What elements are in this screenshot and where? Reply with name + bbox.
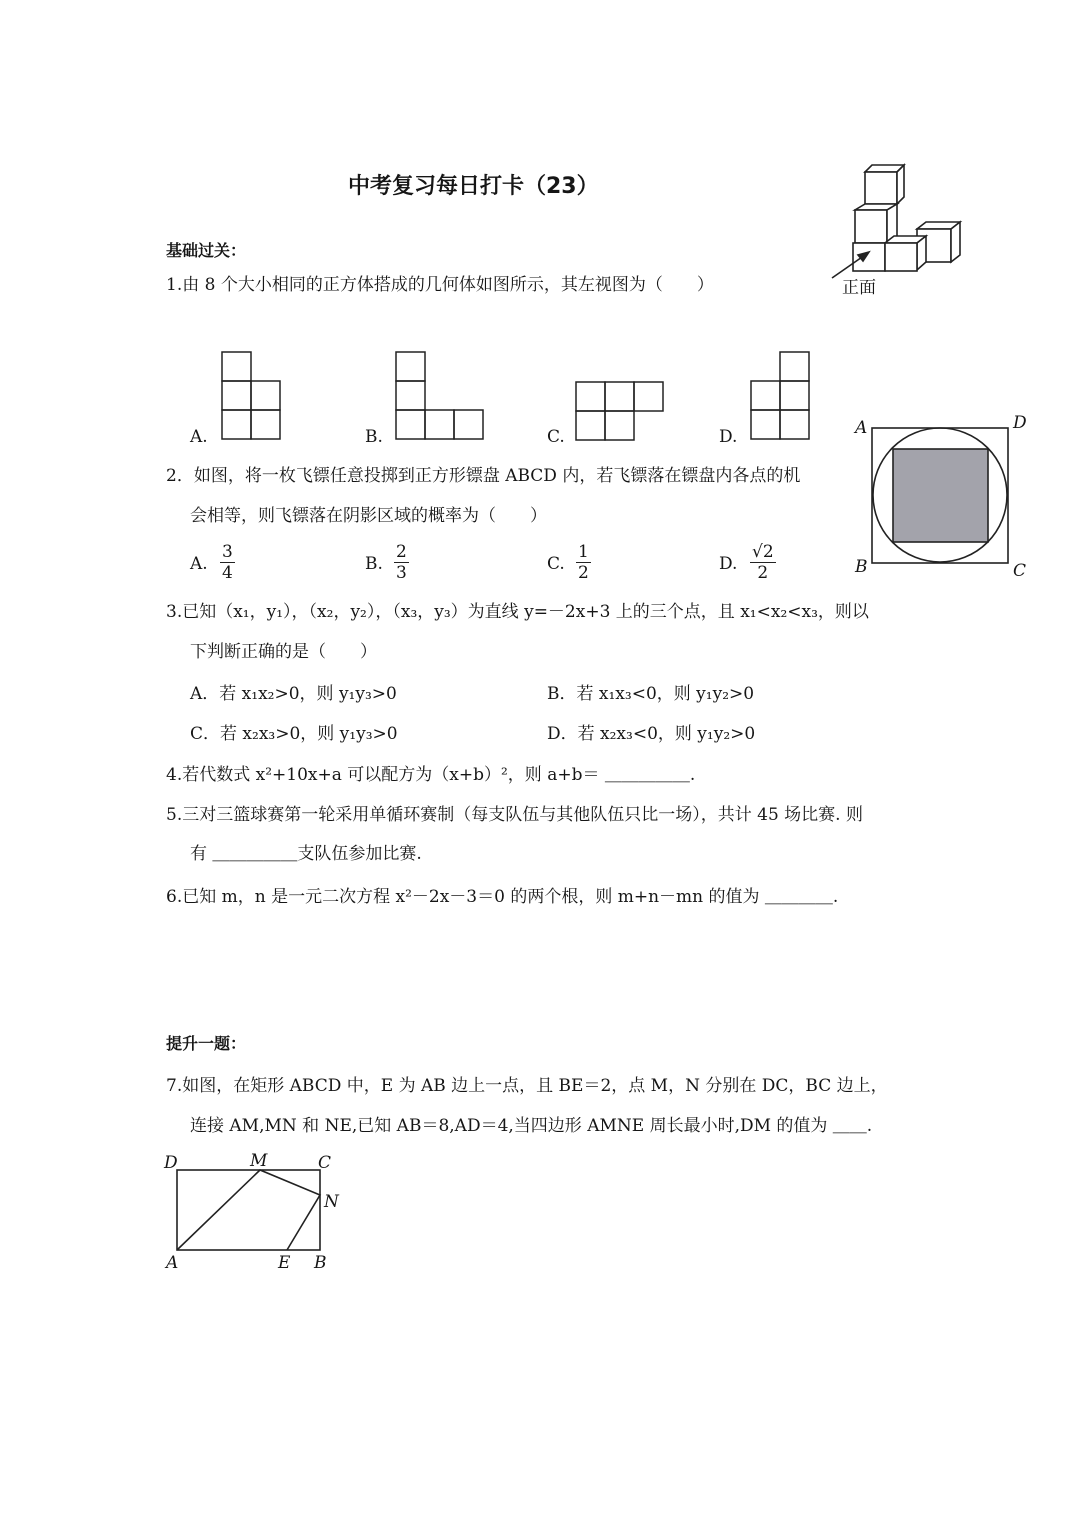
question-5-line1: 5.三对三篮球赛第一轮采用单循环赛制（每支队伍与其他队伍只比一场），共计 45 场比赛. 则 (166, 805, 863, 825)
question-2-line2: 会相等，则飞镖落在阴影区域的概率为（ ） (190, 506, 547, 526)
q1-option-d: D. (719, 427, 738, 447)
rectangle-figure (177, 1170, 320, 1250)
q2-option-d: D. (719, 554, 738, 574)
option-a-grid (222, 352, 280, 439)
cube-solid-figure (853, 165, 960, 271)
label-d: D (1013, 413, 1027, 433)
question-1: 1.由 8 个大小相同的正方体搭成的几何体如图所示，其左视图为（ ） (166, 275, 714, 295)
question-7-line2: 连接 AM,MN 和 NE,已知 AB＝8,AD＝4,当四边形 AMNE 周长最小时,DM 的值为 ＿＿. (190, 1116, 873, 1136)
label-a: A (855, 418, 868, 438)
label-c: C (318, 1153, 332, 1173)
option-d-grid (751, 352, 809, 439)
label-e: E (278, 1253, 291, 1273)
q2-option-b-fraction (394, 542, 409, 583)
numerator: 2 (396, 542, 407, 562)
dartboard-figure (872, 428, 1008, 563)
question-4: 4.若代数式 x²+10x+a 可以配方为（x+b）²，则 a+b＝ ＿＿＿＿＿. (166, 765, 696, 785)
numerator: √2 (752, 542, 774, 562)
q1-option-a: A. (190, 427, 208, 447)
denominator: 2 (757, 563, 769, 583)
question-6: 6.已知 m，n 是一元二次方程 x²－2x－3＝0 的两个根，则 m+n－mn 的值为 ＿＿＿＿. (166, 887, 839, 907)
question-3-line1: 3.已知（x₁，y₁），（x₂，y₂），（x₃，y₃）为直线 y=－2x+3 上的三个点，且 x₁<x₂<x₃，则以 (166, 602, 869, 622)
section-basic-heading: 基础过关： (166, 241, 247, 260)
denominator: 4 (222, 563, 233, 583)
label-b: B (314, 1253, 327, 1273)
question-2-line1: 2．如图，将一枚飞镖任意投掷到正方形镖盘 ABCD 内，若飞镖落在镖盘内各点的机 (166, 466, 801, 486)
question-5-line2: 有 ＿＿＿＿＿支队伍参加比赛. (190, 844, 422, 864)
q2-option-a-fraction (220, 542, 235, 583)
q3-option-c: C．若 x₂x₃>0，则 y₁y₃>0 (190, 724, 398, 744)
q2-option-a: A. (190, 554, 208, 574)
q2-option-c: C. (547, 554, 565, 574)
q2-option-d-fraction (750, 542, 776, 583)
denominator: 3 (396, 563, 407, 583)
q1-option-b: B. (365, 427, 383, 447)
numerator: 1 (578, 542, 589, 562)
page-title: 中考复习每日打卡（23） (348, 174, 599, 199)
q2-option-c-fraction (576, 542, 591, 583)
section-advanced-heading: 提升一题： (166, 1034, 247, 1053)
question-7-line1: 7.如图，在矩形 ABCD 中，E 为 AB 边上一点，且 BE＝2，点 M，N 分别在 DC，BC 边上， (166, 1076, 888, 1096)
label-n: N (324, 1192, 339, 1212)
label-c: C (1013, 561, 1027, 581)
label-d: D (164, 1153, 178, 1173)
question-3-line2: 下判断正确的是（ ） (190, 642, 377, 662)
numerator: 3 (222, 542, 233, 562)
q2-option-b: B. (365, 554, 383, 574)
q3-option-b: B．若 x₁x₃<0，则 y₁y₂>0 (547, 684, 755, 704)
q1-option-c: C. (547, 427, 565, 447)
label-m: M (250, 1151, 268, 1171)
q3-option-a: A．若 x₁x₂>0，则 y₁y₃>0 (190, 684, 397, 704)
label-b: B (855, 557, 868, 577)
front-label: 正面 (842, 278, 876, 298)
option-c-grid (576, 382, 663, 440)
q3-option-d: D．若 x₂x₃<0，则 y₁y₂>0 (547, 724, 756, 744)
label-a: A (166, 1253, 179, 1273)
option-b-grid (396, 352, 483, 439)
denominator: 2 (578, 563, 589, 583)
